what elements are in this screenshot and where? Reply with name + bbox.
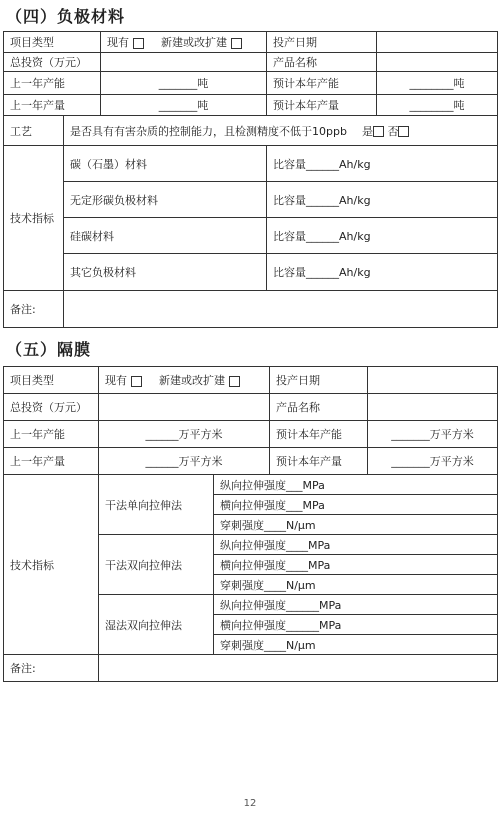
material-spec[interactable]: 比容量______Ah/kg (267, 146, 498, 182)
method-spec[interactable]: 横向拉伸强度____MPa (214, 555, 498, 575)
option-yes: 是 (361, 124, 373, 138)
separator-table (3, 366, 498, 682)
method-spec[interactable]: 穿刺强度____N/μm (214, 575, 498, 595)
label-start-date: 投产日期 (270, 367, 368, 394)
label-est-capacity: 预计本年产能 (270, 421, 368, 448)
remark-field[interactable] (99, 655, 498, 682)
option-new: 新建或改扩建 (161, 36, 227, 49)
anode-material-table (3, 31, 498, 328)
craft-question (64, 116, 498, 146)
material-name: 其它负极材料 (64, 254, 267, 291)
last-output-field[interactable]: _______吨 (101, 95, 267, 116)
remark-field[interactable] (64, 291, 498, 328)
total-invest-field[interactable] (101, 53, 267, 72)
checkbox-yes[interactable] (373, 126, 384, 137)
option-new: 新建或改扩建 (159, 374, 225, 387)
est-output-field[interactable]: _______万平方米 (368, 448, 498, 475)
checkbox-existing[interactable] (133, 38, 144, 49)
est-output-field[interactable]: ________吨 (377, 95, 498, 116)
label-tech-index: 技术指标 (4, 146, 64, 291)
label-last-output: 上一年产量 (4, 448, 99, 475)
product-name-field[interactable] (377, 53, 498, 72)
label-start-date: 投产日期 (267, 32, 377, 53)
start-date-field[interactable] (368, 367, 498, 394)
label-project-type: 项目类型 (4, 367, 99, 394)
label-last-capacity: 上一年产能 (4, 421, 99, 448)
project-type-options (101, 32, 267, 53)
label-total-invest: 总投资（万元） (4, 394, 99, 421)
checkbox-existing[interactable] (131, 376, 142, 387)
last-output-field[interactable]: ______万平方米 (99, 448, 270, 475)
method-spec[interactable]: 横向拉伸强度___MPa (214, 495, 498, 515)
material-name: 硅碳材料 (64, 218, 267, 254)
label-product-name: 产品名称 (270, 394, 368, 421)
page-number: 12 (243, 798, 257, 809)
last-capacity-field[interactable]: _______吨 (101, 72, 267, 95)
material-spec[interactable]: 比容量______Ah/kg (267, 218, 498, 254)
product-name-field[interactable] (368, 394, 498, 421)
label-craft: 工艺 (4, 116, 64, 146)
material-name: 无定形碳负极材料 (64, 182, 267, 218)
method-spec[interactable]: 纵向拉伸强度______MPa (214, 595, 498, 615)
method-name: 干法单向拉伸法 (99, 475, 214, 535)
material-spec[interactable]: 比容量______Ah/kg (267, 254, 498, 291)
method-spec[interactable]: 穿刺强度____N/μm (214, 515, 498, 535)
label-remark: 备注: (4, 655, 99, 682)
label-est-capacity: 预计本年产能 (267, 72, 377, 95)
method-name: 湿法双向拉伸法 (99, 595, 214, 655)
craft-question-text: 是否具有有害杂质的控制能力，且检测精度不低于10ppb (70, 124, 347, 138)
label-tech-index: 技术指标 (4, 475, 99, 655)
material-spec[interactable]: 比容量______Ah/kg (267, 182, 498, 218)
start-date-field[interactable] (377, 32, 498, 53)
method-spec[interactable]: 穿刺强度____N/μm (214, 635, 498, 655)
option-existing: 现有 (107, 36, 129, 49)
method-name: 干法双向拉伸法 (99, 535, 214, 595)
label-last-capacity: 上一年产能 (4, 72, 101, 95)
label-remark: 备注: (4, 291, 64, 328)
label-total-invest: 总投资（万元） (4, 53, 101, 72)
label-est-output: 预计本年产量 (270, 448, 368, 475)
checkbox-no[interactable] (398, 126, 409, 137)
method-spec[interactable]: 纵向拉伸强度___MPa (214, 475, 498, 495)
section4-title: （四）负极材料 (6, 7, 126, 26)
option-existing: 现有 (105, 374, 127, 387)
method-spec[interactable]: 横向拉伸强度______MPa (214, 615, 498, 635)
label-project-type: 项目类型 (4, 32, 101, 53)
checkbox-new[interactable] (229, 376, 240, 387)
est-capacity-field[interactable]: _______万平方米 (368, 421, 498, 448)
project-type-options (99, 367, 270, 394)
section5-title: （五）隔膜 (6, 340, 92, 359)
label-est-output: 预计本年产量 (267, 95, 377, 116)
checkbox-new[interactable] (231, 38, 242, 49)
est-capacity-field[interactable]: ________吨 (377, 72, 498, 95)
label-last-output: 上一年产量 (4, 95, 101, 116)
option-no: 否 (387, 124, 399, 138)
last-capacity-field[interactable]: ______万平方米 (99, 421, 270, 448)
method-spec[interactable]: 纵向拉伸强度____MPa (214, 535, 498, 555)
label-product-name: 产品名称 (267, 53, 377, 72)
total-invest-field[interactable] (99, 394, 270, 421)
material-name: 碳（石墨）材料 (64, 146, 267, 182)
